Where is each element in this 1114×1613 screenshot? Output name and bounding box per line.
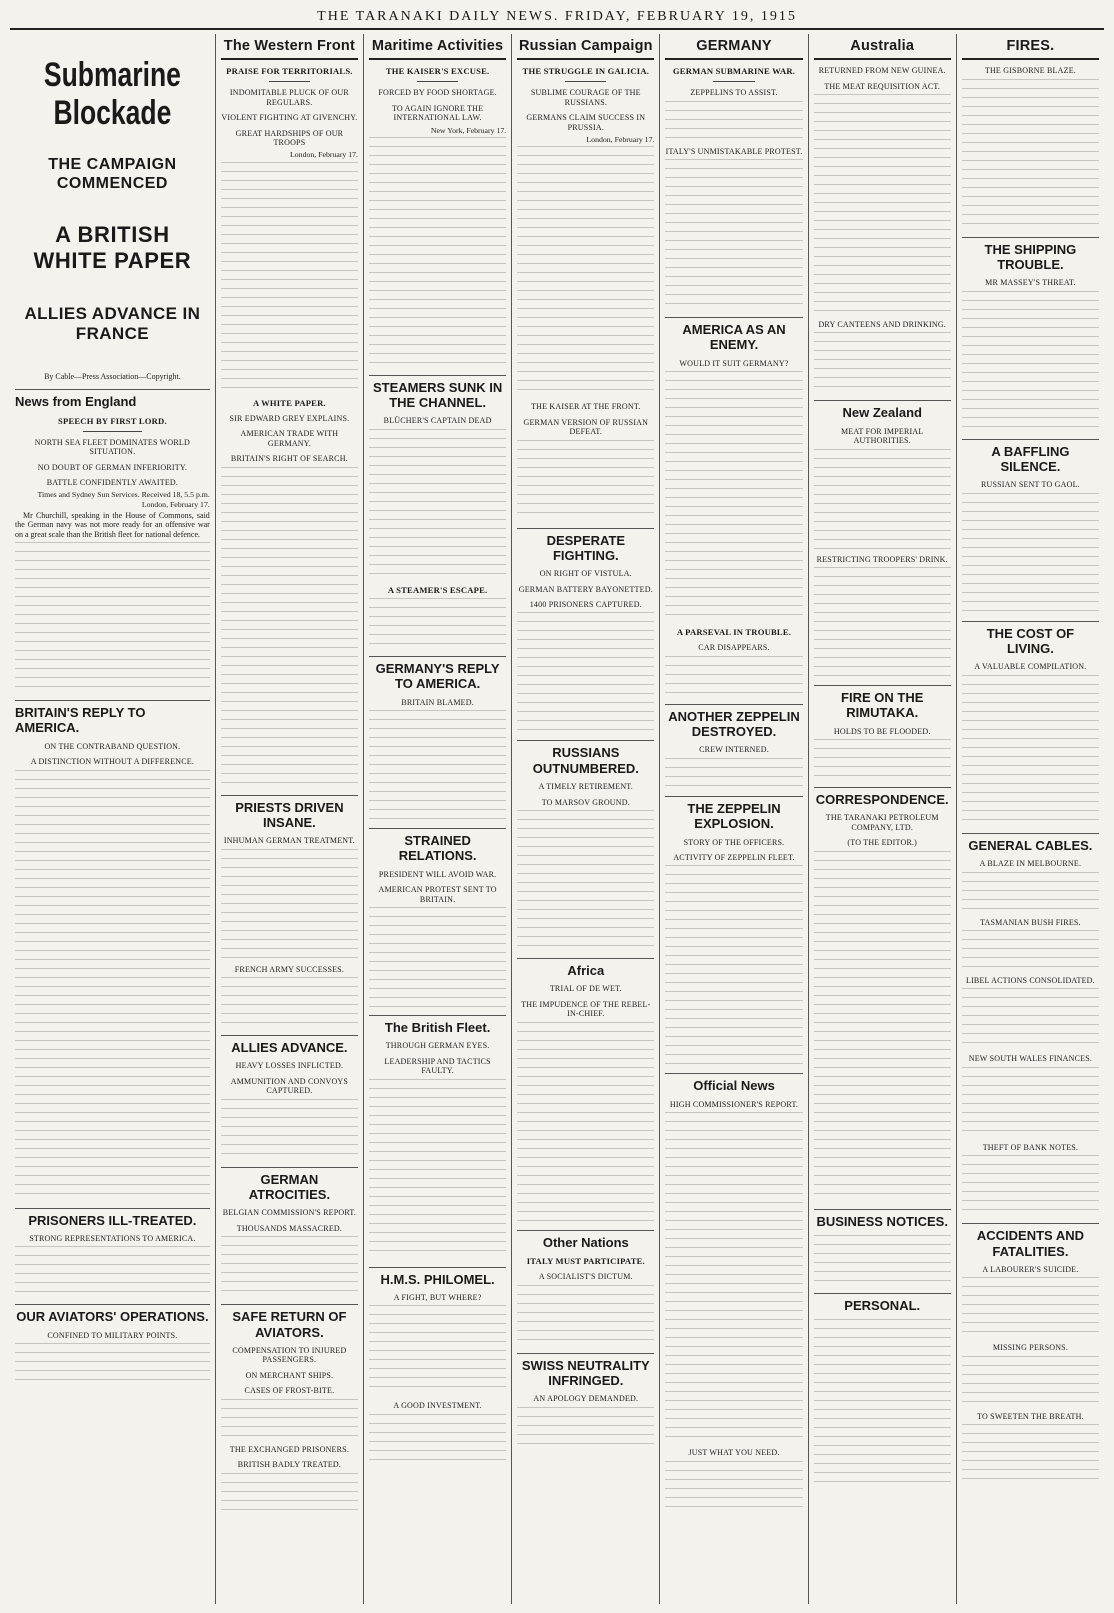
subhead: INDOMITABLE PLUCK OF OUR REGULARS. xyxy=(229,88,349,107)
subhead: A BLAZE IN MELBOURNE. xyxy=(979,859,1082,869)
section-correspondence: CORRESPONDENCE. xyxy=(814,787,951,807)
subhead: THE TARANAKI PETROLEUM COMPANY, LTD. xyxy=(825,813,939,832)
subhead: CAR DISAPPEARS. xyxy=(698,643,770,653)
article-paragraph: Mr Churchill, speaking in the House of Commons, said the German navy was not more ready for an offensive war on a great scale than the British fleet for national defence. xyxy=(15,510,210,539)
section-desperate: DESPERATE FIGHTING. xyxy=(517,528,654,564)
article-text-block xyxy=(665,159,802,309)
section-new-zealand: New Zealand xyxy=(814,400,951,420)
column-4 xyxy=(512,34,660,1604)
subhead: THE KAISER'S EXCUSE. xyxy=(385,66,490,77)
article-text-block xyxy=(517,1022,654,1222)
article-text-block xyxy=(814,449,951,549)
subhead: FORCED BY FOOD SHORTAGE. xyxy=(378,88,497,98)
subhead: ON THE CONTRABAND QUESTION. xyxy=(44,741,181,751)
subhead: STRONG REPRESENTATIONS TO AMERICA. xyxy=(29,1233,196,1243)
deck-white-paper: A BRITISH WHITE PAPER xyxy=(33,221,192,273)
deck-campaign: THE CAMPAIGN COMMENCED xyxy=(48,156,177,192)
subhead: TRIAL OF DE WET. xyxy=(549,984,622,994)
article-text-block xyxy=(962,1067,1099,1137)
article-text-block xyxy=(814,1319,951,1489)
article-text-block xyxy=(517,440,654,520)
section-philomel: H.M.S. PHILOMEL. xyxy=(369,1267,506,1287)
article-text-block xyxy=(814,94,951,314)
subhead: GERMANS CLAIM SUCCESS IN PRUSSIA. xyxy=(526,113,646,132)
section-prisoners: PRISONERS ILL-TREATED. xyxy=(15,1208,210,1228)
article-text-block xyxy=(665,371,802,621)
subhead: A LABOURER'S SUICIDE. xyxy=(982,1265,1079,1274)
article-text-block xyxy=(221,1473,358,1513)
article-text-block xyxy=(665,1461,802,1511)
subhead: TASMANIAN BUSH FIRES. xyxy=(980,917,1081,927)
article-text-block xyxy=(962,930,1099,970)
section-other-nations: Other Nations xyxy=(517,1230,654,1250)
article-text-block xyxy=(369,598,506,648)
subhead: HEAVY LOSSES INFLICTED. xyxy=(235,1061,344,1071)
masthead: THE TARANAKI DAILY NEWS. FRIDAY, FEBRUARY 19, 1915 xyxy=(10,6,1104,30)
subhead: THE IMPUDENCE OF THE REBEL-IN-CHIEF. xyxy=(521,999,651,1019)
section-personal: PERSONAL. xyxy=(814,1293,951,1313)
subhead: BRITAIN BLAMED. xyxy=(401,697,474,707)
subhead: A WHITE PAPER. xyxy=(252,397,326,408)
subhead: CASES OF FROST-BITE. xyxy=(244,1386,335,1396)
subhead: AN APOLOGY DEMANDED. xyxy=(533,1394,639,1404)
article-text-block xyxy=(814,851,951,1201)
deck-allies: ALLIES ADVANCE IN FRANCE xyxy=(24,303,201,343)
subhead: A FIGHT, BUT WHERE? xyxy=(393,1293,482,1303)
article-text-block xyxy=(665,1112,802,1442)
article-text-block xyxy=(962,493,1099,613)
columns xyxy=(10,34,1104,1604)
subhead: TO SWEETEN THE BREATH. xyxy=(977,1411,1084,1421)
article-text-block xyxy=(962,1155,1099,1215)
column-title: Australia xyxy=(814,34,951,60)
subhead: NO DOUBT OF GERMAN INFERIORITY. xyxy=(37,462,188,472)
subhead: TO MARSOV GROUND. xyxy=(541,797,630,807)
subhead: MR MASSEY'S THREAT. xyxy=(985,278,1076,288)
article-text-block xyxy=(221,1236,358,1296)
subhead: A PARSEVAL IN TROUBLE. xyxy=(676,627,792,638)
section-germany-reply: GERMANY'S REPLY TO AMERICA. xyxy=(369,656,506,692)
divider xyxy=(565,81,606,82)
section-baffling-silence: A BAFFLING SILENCE. xyxy=(962,439,1099,475)
article-text-block xyxy=(369,1305,506,1395)
subhead: A DISTINCTION WITHOUT A DIFFERENCE. xyxy=(30,757,195,767)
article-text-block xyxy=(517,146,654,396)
byline: By Cable—Press Association—Copyright. xyxy=(44,371,181,381)
article-text-block xyxy=(962,872,1099,912)
subhead: HOLDS TO BE FLOODED. xyxy=(833,726,931,736)
subhead: CREW INTERNED. xyxy=(699,745,769,755)
section-britain-reply: BRITAIN'S REPLY TO AMERICA. xyxy=(15,700,210,736)
section-zeppelin-destroyed: ANOTHER ZEPPELIN DESTROYED. xyxy=(665,704,802,740)
section-british-fleet: The British Fleet. xyxy=(369,1015,506,1035)
subhead: COMPENSATION TO INJURED PASSENGERS. xyxy=(232,1345,347,1365)
section-news-england: News from England xyxy=(15,389,210,409)
subhead: LEADERSHIP AND TACTICS FAULTY. xyxy=(384,1056,491,1076)
section-accidents: ACCIDENTS AND FATALITIES. xyxy=(962,1223,1099,1259)
subhead: FRENCH ARMY SUCCESSES. xyxy=(234,964,345,974)
article-text-block xyxy=(15,1246,210,1296)
article-text-block xyxy=(814,332,951,392)
subhead: THE MEAT REQUISITION ACT. xyxy=(824,81,941,91)
article-text-block xyxy=(15,542,210,692)
subhead: A STEAMER'S ESCAPE. xyxy=(387,584,488,595)
article-text-block xyxy=(221,162,358,392)
subhead: THE STRUGGLE IN GALICIA. xyxy=(522,66,650,77)
column-3 xyxy=(364,34,512,1604)
article-text-block xyxy=(962,675,1099,825)
subhead: MEAT FOR IMPERIAL AUTHORITIES. xyxy=(841,426,924,446)
subhead: BLÜCHER'S CAPTAIN DEAD xyxy=(383,416,492,426)
subhead: ZEPPELINS TO ASSIST. xyxy=(690,88,778,98)
subhead: GERMAN VERSION OF RUSSIAN DEFEAT. xyxy=(523,417,649,437)
section-official-news: Official News xyxy=(665,1073,802,1093)
article-text-block xyxy=(15,770,210,1200)
subhead: STORY OF THE OFFICERS. xyxy=(683,837,785,847)
section-allies-advance: ALLIES ADVANCE. xyxy=(221,1035,358,1055)
subhead: BRITISH BADLY TREATED. xyxy=(237,1460,342,1470)
subhead-speech: SPEECH BY FIRST LORD. xyxy=(58,415,167,426)
article-text-block xyxy=(369,1414,506,1464)
article-text-block xyxy=(962,291,1099,431)
subhead: THE GISBORNE BLAZE. xyxy=(984,66,1076,76)
article-text-block xyxy=(814,567,951,677)
subhead: DRY CANTEENS AND DRINKING. xyxy=(818,319,947,329)
article-text-block xyxy=(369,1079,506,1259)
subhead: A GOOD INVESTMENT. xyxy=(393,1401,482,1411)
article-text-block xyxy=(962,1356,1099,1406)
article-text-block xyxy=(962,1424,1099,1484)
section-zeppelin-explosion: THE ZEPPELIN EXPLOSION. xyxy=(665,796,802,832)
column-5 xyxy=(660,34,808,1604)
subhead: GREAT HARDSHIPS OF OUR TROOPS xyxy=(235,128,344,147)
article-text-block xyxy=(369,710,506,820)
article-text-block xyxy=(221,849,358,959)
column-title: GERMANY xyxy=(665,34,802,60)
subhead: ON MERCHANT SHIPS. xyxy=(245,1370,334,1380)
article-text-block xyxy=(517,810,654,950)
subhead: RETURNED FROM NEW GUINEA. xyxy=(818,66,946,76)
article-text-block xyxy=(962,79,1099,229)
column-1 xyxy=(10,34,216,1604)
subhead: A SOCIALIST'S DICTUM. xyxy=(538,1272,633,1282)
dateline: New York, February 17. xyxy=(430,125,507,135)
subhead: 1400 PRISONERS CAPTURED. xyxy=(529,600,642,610)
subhead: ITALY'S UNMISTAKABLE PROTEST. xyxy=(665,146,803,156)
column-title: The Western Front xyxy=(221,34,358,60)
section-atrocities: GERMAN ATROCITIES. xyxy=(221,1167,358,1203)
subhead: PRAISE FOR TERRITORIALS. xyxy=(226,66,353,77)
section-steamers: STEAMERS SUNK IN THE CHANNEL. xyxy=(369,375,506,411)
article-text-block xyxy=(962,988,1099,1048)
section-rimutaka-fire: FIRE ON THE RIMUTAKA. xyxy=(814,685,951,721)
dateline: London, February 17. xyxy=(290,150,359,160)
column-title: FIRES. xyxy=(962,34,1099,60)
column-7 xyxy=(957,34,1104,1604)
article-text-block xyxy=(814,1235,951,1285)
section-priests: PRIESTS DRIVEN INSANE. xyxy=(221,795,358,831)
subhead: THOUSANDS MASSACRED. xyxy=(236,1223,343,1233)
section-swiss: SWISS NEUTRALITY INFRINGED. xyxy=(517,1353,654,1389)
article-text-block xyxy=(517,1407,654,1452)
section-africa: Africa xyxy=(517,958,654,978)
subhead: LIBEL ACTIONS CONSOLIDATED. xyxy=(965,976,1095,986)
subhead: THROUGH GERMAN EYES. xyxy=(385,1041,490,1051)
article-text-block xyxy=(221,467,358,787)
subhead: CONFINED TO MILITARY POINTS. xyxy=(47,1330,178,1340)
subhead: THE KAISER AT THE FRONT. xyxy=(531,402,641,412)
dateline: Times and Sydney Sun Services. Received 18, 5.5 p.m. London, February 17. xyxy=(37,490,210,509)
article-text-block xyxy=(665,865,802,1065)
subhead: AMERICAN TRADE WITH GERMANY. xyxy=(240,429,339,448)
subhead: A TIMELY RETIREMENT. xyxy=(538,782,633,792)
section-cost-of-living: THE COST OF LIVING. xyxy=(962,621,1099,657)
divider xyxy=(269,81,310,82)
article-text-block xyxy=(517,1285,654,1345)
divider xyxy=(83,431,141,432)
subhead: NEW SOUTH WALES FINANCES. xyxy=(968,1054,1093,1064)
subhead: PRESIDENT WILL AVOID WAR. xyxy=(378,869,497,879)
subhead: SUBLIME COURAGE OF THE RUSSIANS. xyxy=(530,88,641,107)
subhead: RUSSIAN SENT TO GAOL. xyxy=(980,480,1080,490)
article-text-block xyxy=(962,1277,1099,1337)
article-text-block xyxy=(221,1099,358,1159)
column-title: Russian Campaign xyxy=(517,34,654,60)
subhead: ACTIVITY OF ZEPPELIN FLEET. xyxy=(673,852,795,862)
subhead: VIOLENT FIGHTING AT GIVENCHY. xyxy=(221,113,358,123)
section-strained: STRAINED RELATIONS. xyxy=(369,828,506,864)
subhead: THE EXCHANGED PRISONERS. xyxy=(229,1444,350,1454)
article-text-block xyxy=(665,758,802,788)
subhead: THEFT OF BANK NOTES. xyxy=(982,1142,1079,1152)
subhead: BATTLE CONFIDENTLY AWAITED. xyxy=(46,477,179,487)
subhead: ITALY MUST PARTICIPATE. xyxy=(526,1255,645,1266)
section-outnumbered: RUSSIANS OUTNUMBERED. xyxy=(517,740,654,776)
subhead: HIGH COMMISSIONER'S REPORT. xyxy=(669,1099,799,1109)
article-text-block xyxy=(369,137,506,367)
column-6 xyxy=(809,34,957,1604)
divider xyxy=(417,81,458,82)
subhead: WOULD IT SUIT GERMANY? xyxy=(679,358,789,368)
subhead: AMERICAN PROTEST SENT TO BRITAIN. xyxy=(378,885,497,904)
subhead: MISSING PERSONS. xyxy=(992,1343,1069,1353)
section-shipping: THE SHIPPING TROUBLE. xyxy=(962,237,1099,273)
article-text-block xyxy=(665,656,802,696)
subhead: JUST WHAT YOU NEED. xyxy=(688,1448,780,1458)
article-text-block xyxy=(665,101,802,141)
article-text-block xyxy=(221,1399,358,1439)
subhead: NORTH SEA FLEET DOMINATES WORLD SITUATION. xyxy=(34,437,191,457)
article-text-block xyxy=(517,612,654,732)
section-business-notices: BUSINESS NOTICES. xyxy=(814,1209,951,1229)
section-enemy: AMERICA AS AN ENEMY. xyxy=(665,317,802,353)
subhead: RESTRICTING TROOPERS' DRINK. xyxy=(816,554,948,564)
section-aviators: OUR AVIATORS' OPERATIONS. xyxy=(15,1304,210,1324)
article-text-block xyxy=(369,429,506,579)
subhead: SIR EDWARD GREY EXPLAINS. xyxy=(229,413,350,423)
subhead: GERMAN BATTERY BAYONETTED. xyxy=(518,584,653,594)
subhead: (TO THE EDITOR.) xyxy=(847,838,918,848)
subhead: BELGIAN COMMISSION'S REPORT. xyxy=(222,1208,357,1218)
column-title: Maritime Activities xyxy=(369,34,506,60)
divider xyxy=(713,81,754,82)
main-headline: Submarine Blockade xyxy=(43,56,181,132)
subhead: BRITAIN'S RIGHT OF SEARCH. xyxy=(230,454,348,464)
column-2 xyxy=(216,34,364,1604)
subhead: TO AGAIN IGNORE THE INTERNATIONAL LAW. xyxy=(391,103,484,123)
subhead: A VALUABLE COMPILATION. xyxy=(974,662,1087,672)
article-text-block xyxy=(221,977,358,1027)
section-safe-return: SAFE RETURN OF AVIATORS. xyxy=(221,1304,358,1340)
subhead: GERMAN SUBMARINE WAR. xyxy=(672,66,796,77)
article-text-block xyxy=(814,739,951,779)
section-general-cables: GENERAL CABLES. xyxy=(962,833,1099,853)
article-text-block xyxy=(369,907,506,1007)
article-text-block xyxy=(15,1343,210,1388)
dateline: London, February 17. xyxy=(586,135,655,144)
subhead: AMMUNITION AND CONVOYS CAPTURED. xyxy=(230,1076,349,1096)
subhead: ON RIGHT OF VISTULA. xyxy=(539,569,632,579)
subhead: INHUMAN GERMAN TREATMENT. xyxy=(223,836,355,846)
